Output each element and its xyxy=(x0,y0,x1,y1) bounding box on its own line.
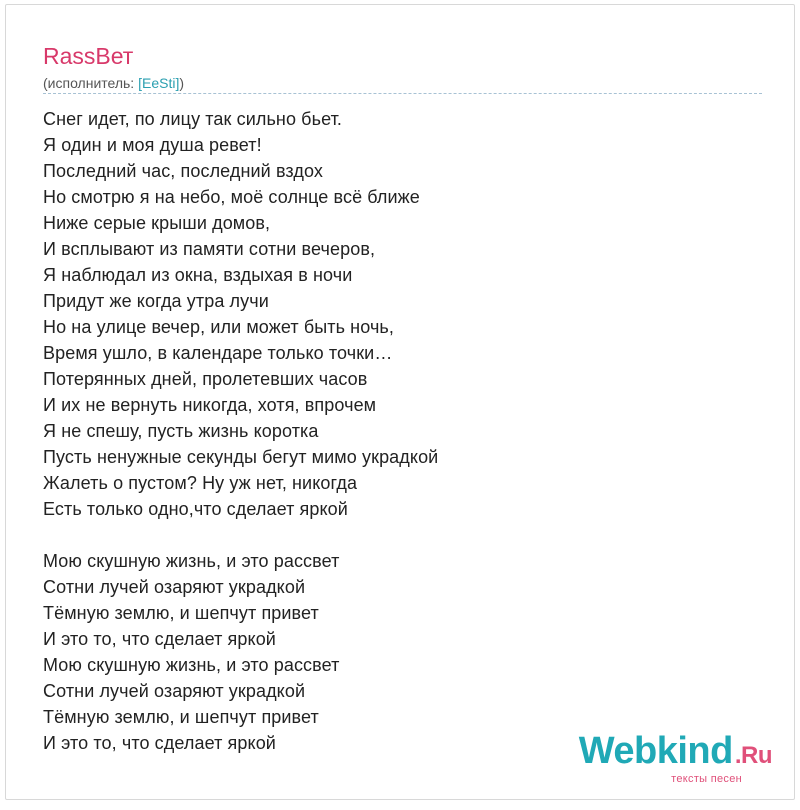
lyric-line: Мою скушную жизнь, и это рассвет xyxy=(43,655,340,675)
lyric-line: Придут же когда утра лучи xyxy=(43,291,269,311)
lyric-line: Ниже серые крыши домов, xyxy=(43,213,271,233)
logo-tagline: тексты песен xyxy=(671,773,742,785)
lyric-line: Я наблюдал из окна, вздыхая в ночи xyxy=(43,265,353,285)
lyric-line: Пусть ненужные секунды бегут мимо украдкой xyxy=(43,447,439,467)
lyric-line: Я один и моя душа ревет! xyxy=(43,135,262,155)
logo-wordmark xyxy=(579,732,772,775)
logo-tld: .Ru xyxy=(734,742,772,769)
lyric-line: Жалеть о пустом? Ну уж нет, никогда xyxy=(43,473,358,493)
lyric-line: И их не вернуть никогда, хотя, впрочем xyxy=(43,395,377,415)
lyric-line: Мою скушную жизнь, и это рассвет xyxy=(43,551,340,571)
lyric-line: Есть только одно,что сделает яркой xyxy=(43,499,348,519)
lyric-line: И всплывают из памяти сотни вечеров, xyxy=(43,239,376,259)
lyric-line: Сотни лучей озаряют украдкой xyxy=(43,681,306,701)
lyric-line: Сотни лучей озаряют украдкой xyxy=(43,577,306,597)
lyric-line: И это то, что сделает яркой xyxy=(43,629,276,649)
lyric-line: Я не спешу, пусть жизнь коротка xyxy=(43,421,319,441)
artist-link[interactable]: [EeSti] xyxy=(138,75,180,91)
song-title: RassВет xyxy=(43,43,134,69)
lyric-line: Но на улице вечер, или может быть ночь, xyxy=(43,317,394,337)
lyric-line: Время ушло, в календаре только точки… xyxy=(43,343,393,363)
stanza-break xyxy=(43,522,438,548)
lyric-line: Последний час, последний вздох xyxy=(43,161,323,181)
lyric-line: Но смотрю я на небо, моё солнце всё ближе xyxy=(43,187,420,207)
artist-suffix: ) xyxy=(179,75,185,91)
lyric-line: Тёмную землю, и шепчут привет xyxy=(43,707,319,727)
lyric-line: Снег идет, по лицу так сильно бьет. xyxy=(43,109,343,129)
artist-line xyxy=(43,75,184,91)
lyric-line: И это то, что сделает яркой xyxy=(43,733,276,753)
logo-main-text: Webkind xyxy=(578,730,733,772)
lyric-line: Потерянных дней, пролетевших часов xyxy=(43,369,368,389)
lyric-line: Тёмную землю, и шепчут привет xyxy=(43,603,319,623)
artist-prefix: (исполнитель: xyxy=(43,75,139,91)
webkind-logo[interactable] xyxy=(579,732,772,785)
divider xyxy=(43,93,762,94)
lyrics-text xyxy=(43,106,438,756)
lyrics-page xyxy=(5,4,795,800)
